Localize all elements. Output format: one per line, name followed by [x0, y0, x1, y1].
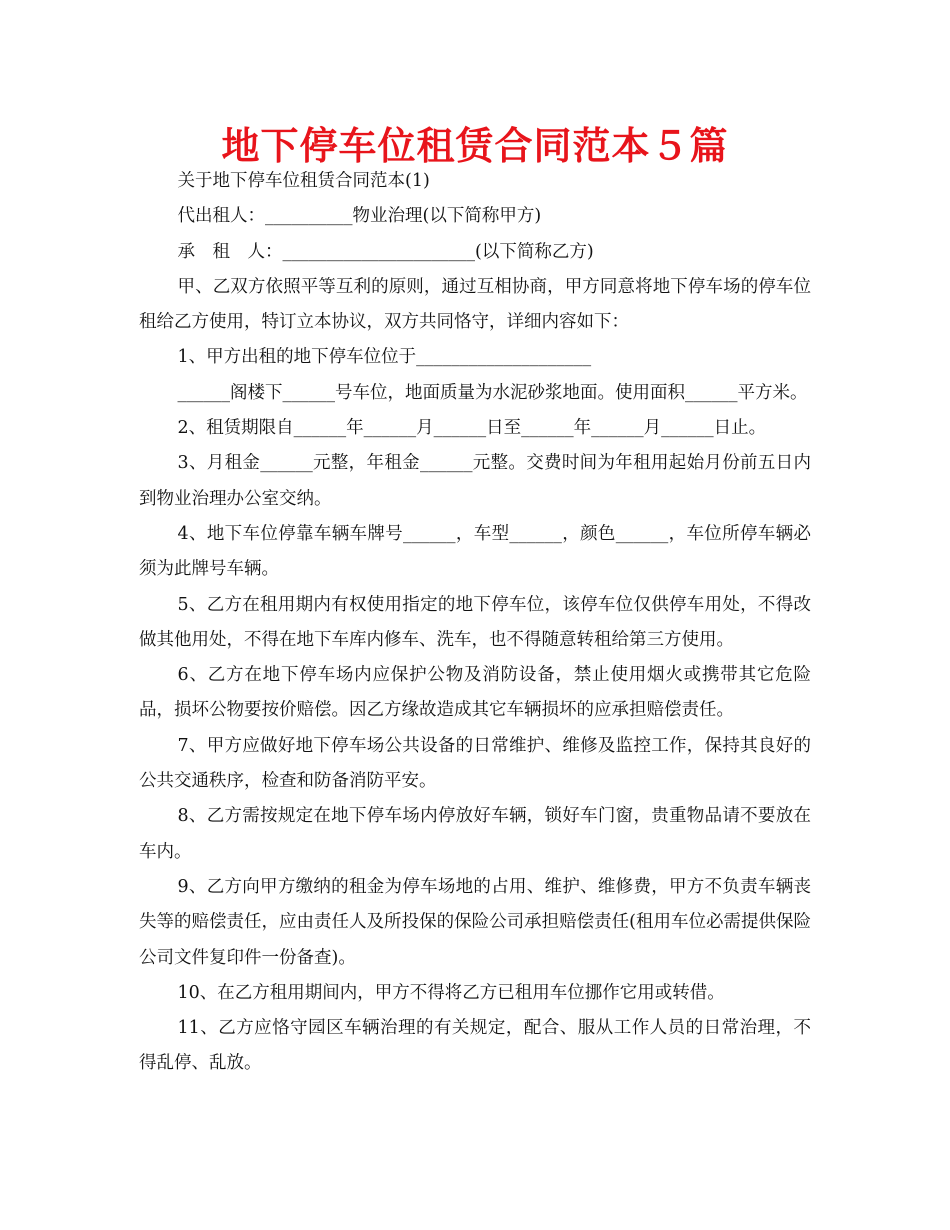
- preamble-paragraph: 甲、乙双方依照平等互利的原则，通过互相协商，甲方同意将地下停车场的停车位租给乙方使用，特订立本协议，双方共同恪守，详细内容如下：: [139, 276, 811, 333]
- clause-1-continued: ______阁楼下______号车位，地面质量为水泥砂浆地面。使用面积______平方米。: [177, 382, 808, 403]
- contract-subtitle: 关于地下停车位租赁合同范本(1): [177, 171, 430, 191]
- lessor-line: 代出租人：__________物业治理(以下简称甲方): [177, 206, 542, 227]
- lessee-line: 承 租 人：______________________(以下简称乙方): [177, 241, 594, 262]
- clause-8: 8、乙方需按规定在地下停车场内停放好车辆，锁好车门窗，贵重物品请不要放在车内。: [139, 806, 811, 862]
- clause-9: 9、乙方向甲方缴纳的租金为停车场地的占用、维护、维修费，甲方不负责车辆丧失等的赔偿责任，应由责任人及所投保的保险公司承担赔偿责任(租用车位必需提供保险公司文件复印件一份备查)。: [139, 876, 811, 968]
- clause-2: 2、租赁期限自______年______月______日至______年______月______日止。: [177, 418, 767, 439]
- clause-1: 1、甲方出租的地下停车位位于____________________: [177, 347, 592, 368]
- document-title: 地下停车位租赁合同范本５篇: [221, 124, 729, 168]
- clause-3: 3、月租金______元整，年租金______元整。交费时间为年租用起始月份前五日内到物业治理办公室交纳。: [139, 453, 811, 509]
- clause-5: 5、乙方在租用期内有权使用指定的地下停车位，该停车位仅供停车用处，不得改做其他用处，不得在地下车库内修车、洗车，也不得随意转租给第三方使用。: [139, 594, 811, 650]
- clause-10: 10、在乙方租用期间内，甲方不得将乙方已租用车位挪作它用或转借。: [177, 982, 725, 1003]
- document-body: [139, 164, 811, 1082]
- clause-11: 11、乙方应恪守园区车辆治理的有关规定，配合、服从工作人员的日常治理，不得乱停、乱放。: [139, 1018, 811, 1074]
- clause-6: 6、乙方在地下停车场内应保护公物及消防设备，禁止使用烟火或携带其它危险品，损坏公物要按价赔偿。因乙方缘故造成其它车辆损坏的应承担赔偿责任。: [139, 665, 811, 721]
- clause-4: 4、地下车位停靠车辆车牌号______，车型______，颜色______，车位所停车辆必须为此牌号车辆。: [139, 523, 811, 580]
- clause-7: 7、甲方应做好地下停车场公共设备的日常维护、维修及监控工作，保持其良好的公共交通秩序，检查和防备消防平安。: [139, 735, 811, 792]
